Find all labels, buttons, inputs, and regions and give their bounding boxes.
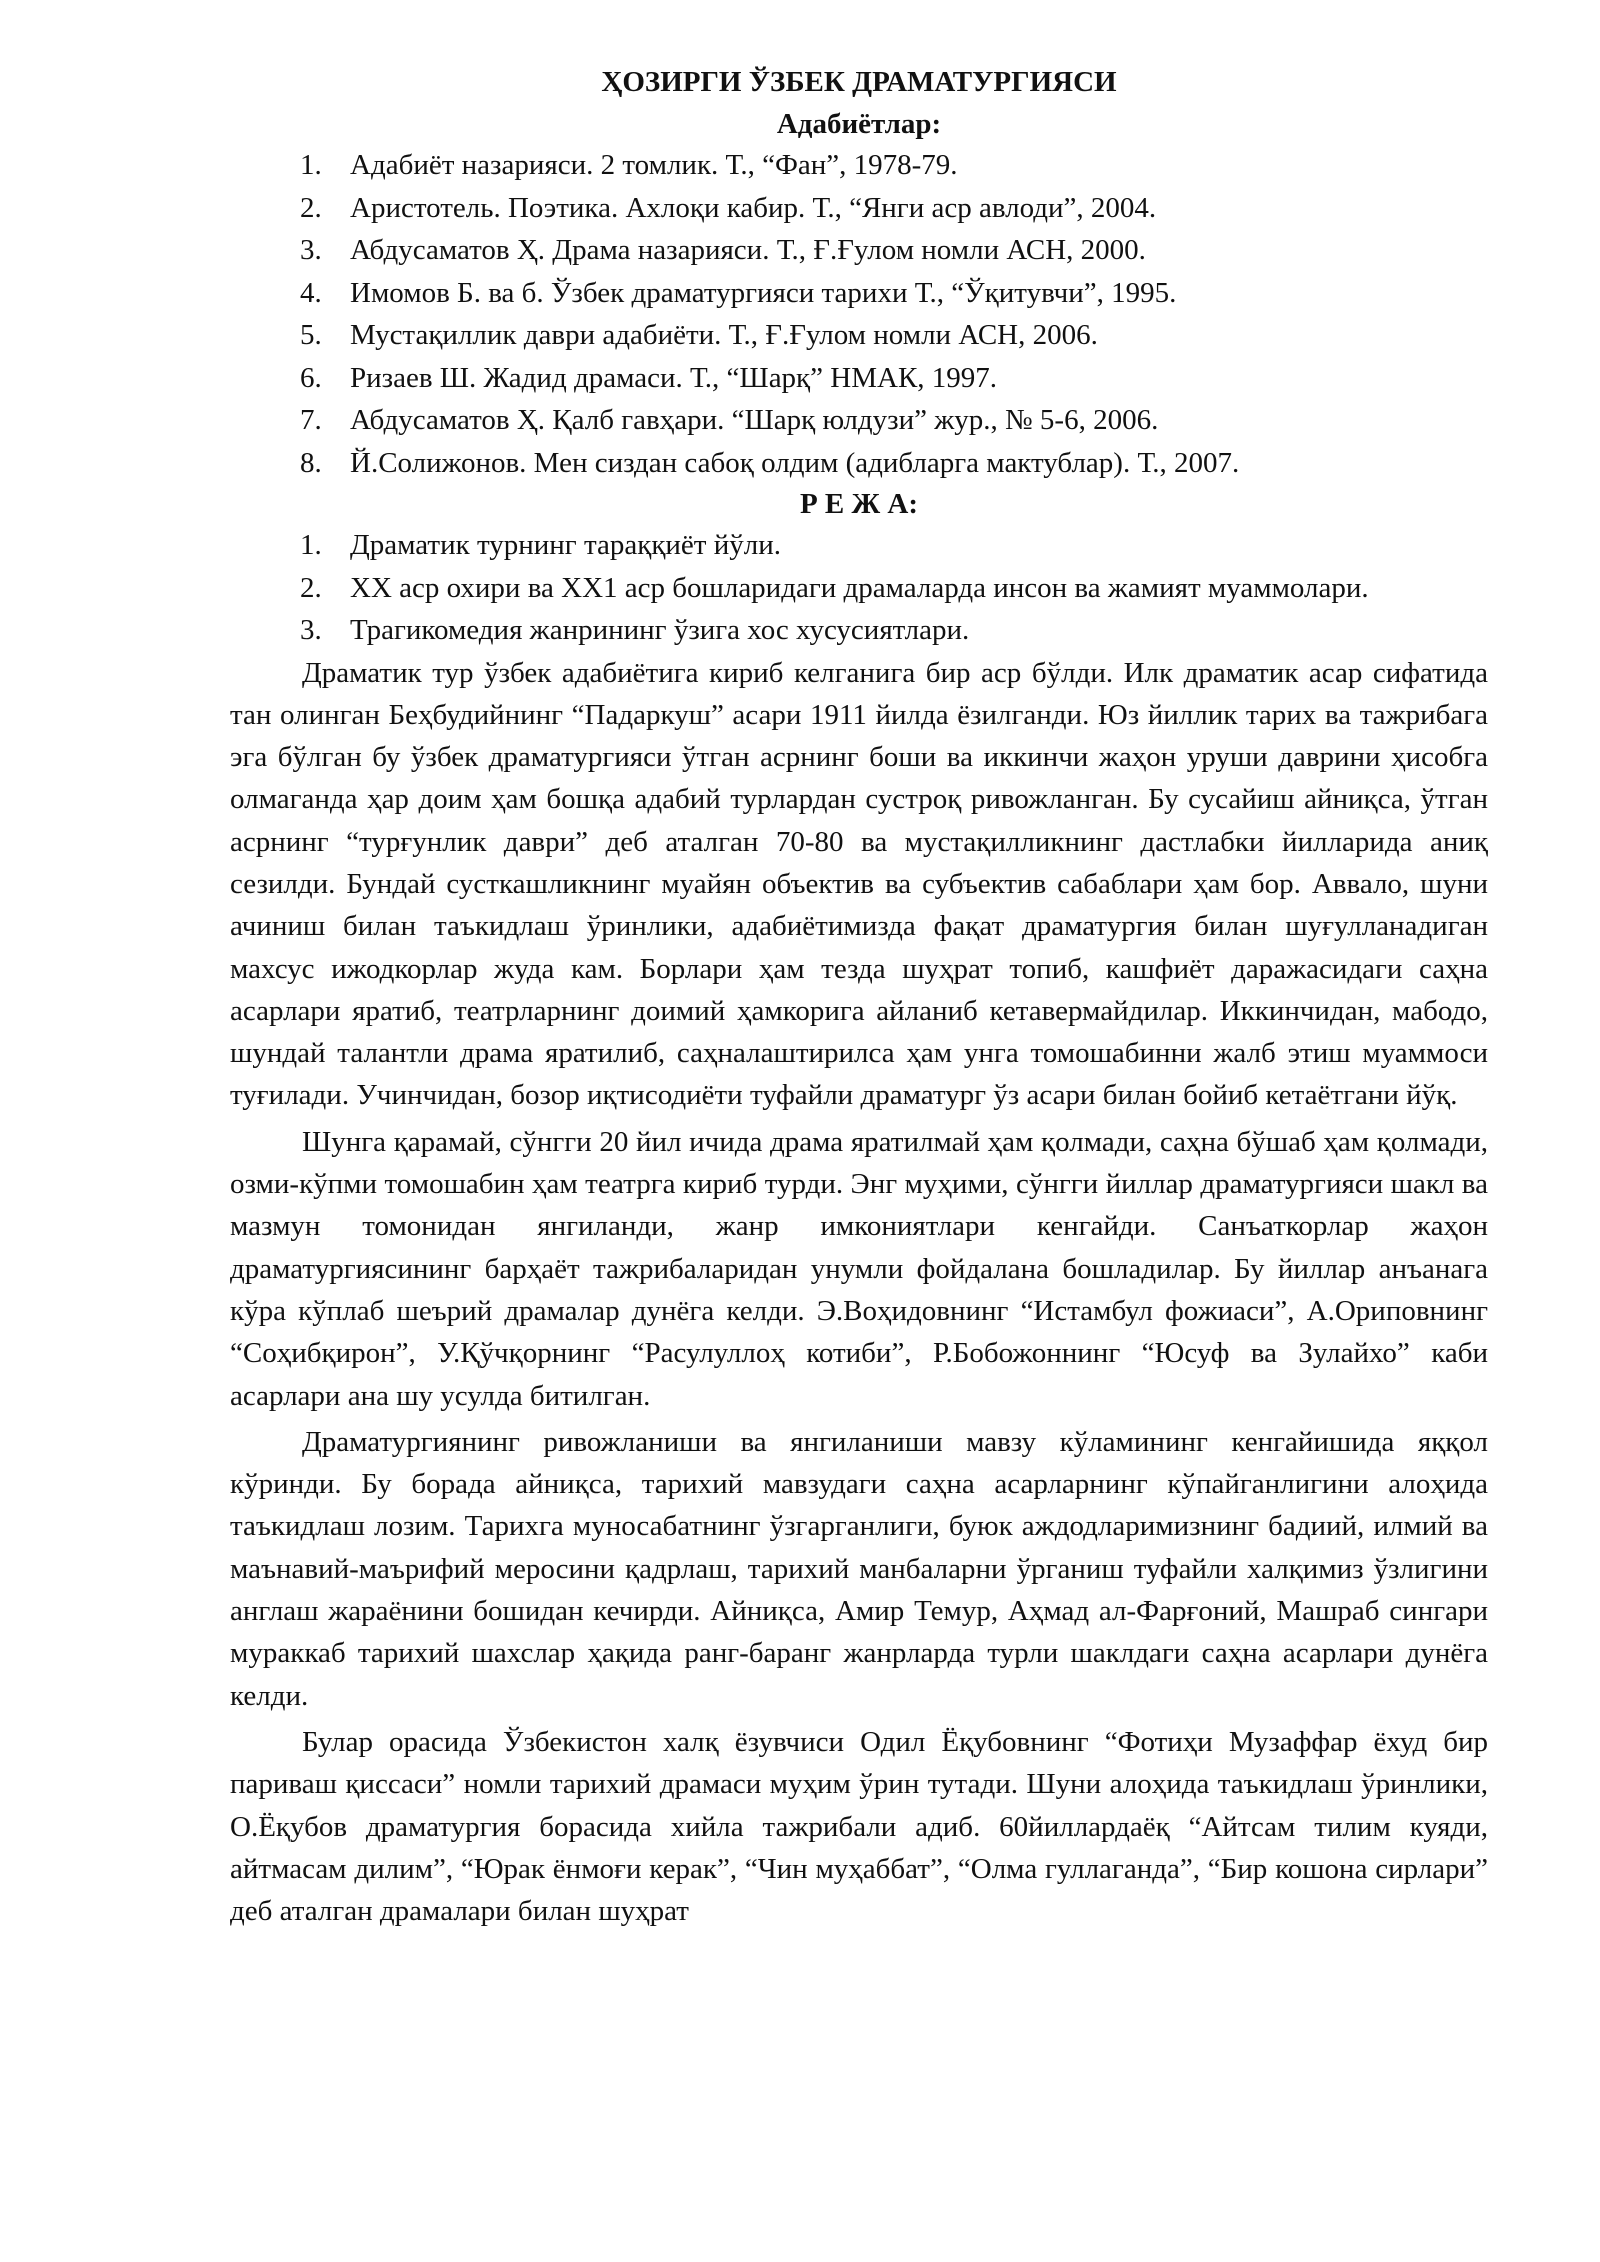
list-number: 7.	[300, 404, 322, 436]
plan-heading: Р Е Ж А:	[799, 488, 919, 520]
list-item	[230, 442, 1488, 485]
list-text: Мустақиллик даври адабиёти. Т., Ғ.Ғулом номли АСН, 2006.	[350, 319, 1098, 351]
body-paragraph: Булар орасида Ўзбекистон халқ ёзувчиси Одил Ёқубовнинг “Фотиҳи Музаффар ёхуд бир париваш қиссаси” номли тарихий драмаси муҳим ўрин тутади. Шуни алоҳида таъкидлаш ўринлики, О.Ёқубов драматургия борасида хийла тажрибали адиб. 60йиллардаёқ “Айтсам тилим куяди, айтмасам дилим”, “Юрак ёнмоғи керак”, “Чин муҳаббат”, “Олма гуллаганда”, “Бир кошона сирлари” деб аталган драмалари билан шуҳрат	[230, 1725, 1488, 1928]
body-paragraph: Драматик тур ўзбек адабиётига кириб келганига бир аср бўлди. Илк драматик асар сифатида тан олинган Беҳбудийнинг “Падаркуш” асари 1911 йилда ёзилганди. Юз йиллик тарих ва тажрибага эга бўлган бу ўзбек драматургияси ўтган асрнинг боши ва иккинчи жаҳон уруши даврини ҳисобга олмаганда ҳар доим ҳам бошқа адабий турлардан сустроқ ривожланган. Бу сусайиш айниқса, ўтган асрнинг “турғунлик даври” деб аталган 70-80 ва мустақилликнинг дастлабки йилларида аниқ сезилди. Бундай сусткашликнинг муайян объектив ва субъектив сабаблари ҳам бор. Аввало, шуни ачиниш билан таъкидлаш ўринлики, адабиётимизда фақат драматургия билан шуғулланадиган махсус ижодкорлар жуда кам. Борлари ҳам тезда шуҳрат топиб, кашфиёт даражасидаги саҳна асарлари яратиб, театрларнинг доимий ҳамкорига айланиб кетавермайдилар. Иккинчидан, мабодо, шундай талантли драма яратилиб, саҳналаштирилса ҳам унга томошабинни жалб этиш муаммоси туғилади. Учинчидан, бозор иқтисодиёти туфайли драматург ўз асари билан бойиб кетаётгани йўқ.	[230, 656, 1488, 1112]
literature-list	[230, 144, 1488, 484]
list-item	[230, 187, 1488, 230]
plan-list	[230, 524, 1488, 652]
list-item	[230, 357, 1488, 400]
list-number: 5.	[300, 319, 322, 351]
list-item	[230, 314, 1488, 357]
list-text: Аристотель. Поэтика. Ахлоқи кабир. Т., “Янги аср авлоди”, 2004.	[350, 191, 1157, 224]
list-item	[230, 567, 1488, 610]
list-number: 2.	[300, 571, 322, 604]
body-paragraph: Драматургиянинг ривожланиши ва янгиланиши мавзу кўламининг кенгайишида яққол кўринди. Бу борада айниқса, тарихий мавзудаги саҳна асарларнинг кўпайганлигини алоҳида таъкидлаш лозим. Тарихга муносабатнинг ўзгарганлиги, буюк аждодларимизнинг бадиий, илмий ва маънавий-маърифий меросини қадрлаш, тарихий манбаларни ўрганиш туфайли халқимиз ўзлигини англаш жараёнини бошидан кечирди. Айниқса, Амир Темур, Аҳмад ал-Фарғоний, Машраб сингари мураккаб тарихий шахслар ҳақида ранг-баранг жанрларда турли шаклдаги саҳна асарлари дунёга келди.	[230, 1425, 1488, 1712]
list-text: Драматик турнинг тараққиёт йўли.	[350, 529, 781, 561]
list-text: Абдусаматов Ҳ. Драма назарияси. Т., Ғ.Ғулом номли АСН, 2000.	[350, 234, 1146, 266]
list-text: Ризаев Ш. Жадид драмаси. Т., “Шарқ” НМАК, 1997.	[350, 361, 998, 394]
body-paragraph: Шунга қарамай, сўнгги 20 йил ичида драма яратилмай ҳам қолмади, саҳна бўшаб ҳам қолмади, озми-кўпми томошабин ҳам театрга кириб турди. Энг муҳими, сўнгги йиллар драматургияси шакл ва мазмун томонидан янгиланди, жанр имкониятлари кенгайди. Санъаткорлар жаҳон драматургиясининг барҳаёт тажрибаларидан унумли фойдалана бошладилар. Бу йиллар анъанага кўра кўплаб шеърий драмалар дунёга келди. Э.Воҳидовнинг “Истамбул фожиаси”, А.Ориповнинг “Соҳибқирон”, У.Қўчқорнинг “Расулуллоҳ котиби”, Р.Бобожоннинг “Юсуф ва Зулайхо” каби асарлари ана шу усулда битилган.	[230, 1125, 1488, 1412]
list-number: 4.	[300, 276, 322, 309]
list-item	[230, 524, 1488, 567]
list-text: Й.Солижонов. Мен сиздан сабоқ олдим (адибларга мактублар). Т., 2007.	[350, 446, 1240, 479]
list-item	[230, 609, 1488, 652]
list-item	[230, 229, 1488, 272]
list-text: Имомов Б. ва б. Ўзбек драматургияси тарихи Т., “Ўқитувчи”, 1995.	[350, 276, 1177, 309]
literature-heading: Адабиётлар:	[776, 108, 942, 140]
list-number: 1.	[300, 529, 322, 561]
list-item	[230, 399, 1488, 442]
list-number: 2.	[300, 191, 322, 224]
list-text: Адабиёт назарияси. 2 томлик. Т., “Фан”, 1978-79.	[350, 149, 958, 181]
list-text: Абдусаматов Ҳ. Қалб гавҳари. “Шарқ юлдузи” жур., № 5-6, 2006.	[350, 404, 1159, 436]
list-item	[230, 144, 1488, 187]
list-number: 3.	[300, 234, 322, 266]
list-number: 8.	[300, 446, 322, 479]
list-text: XX аср охири ва XX1 аср бошларидаги драмаларда инсон ва жамият муаммолари.	[350, 571, 1369, 604]
list-text: Трагикомедия жанрининг ўзига хос хусусиятлари.	[350, 614, 970, 646]
list-number: 3.	[300, 614, 322, 646]
list-item	[230, 272, 1488, 315]
list-number: 1.	[300, 149, 322, 181]
document-title: ҲОЗИРГИ ЎЗБЕК ДРАМАТУРГИЯСИ	[601, 66, 1117, 98]
list-number: 6.	[300, 361, 322, 394]
